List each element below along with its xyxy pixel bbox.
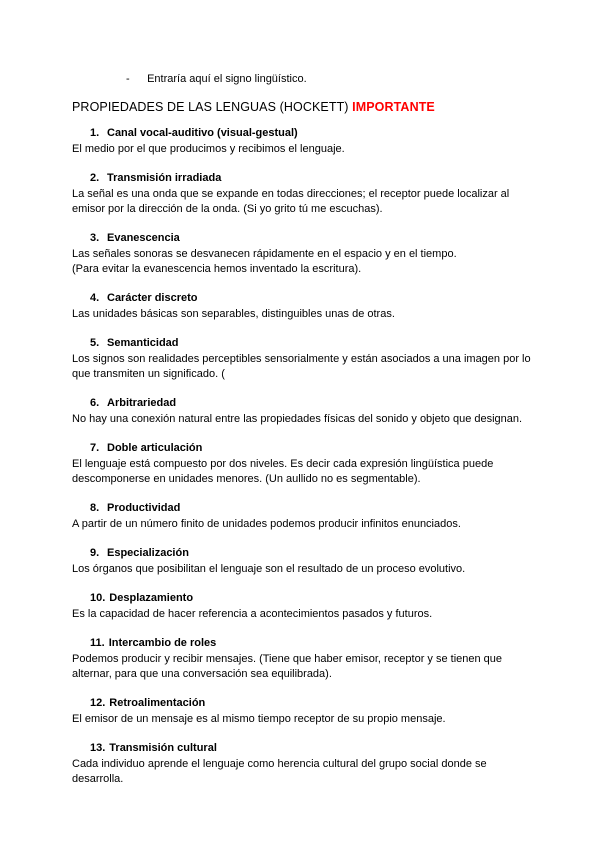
list-item bbox=[72, 291, 532, 322]
property-title bbox=[72, 741, 532, 756]
property-number: 10. bbox=[90, 592, 106, 604]
list-item bbox=[72, 741, 532, 787]
properties-list bbox=[72, 126, 532, 801]
property-title bbox=[72, 441, 532, 456]
property-title-text: Evanescencia bbox=[107, 232, 180, 244]
list-item bbox=[72, 636, 532, 682]
property-number: 2. bbox=[90, 172, 100, 184]
list-item bbox=[72, 231, 532, 277]
property-title bbox=[72, 591, 532, 606]
property-title-text: Especialización bbox=[107, 547, 189, 559]
property-description: Los signos son realidades perceptibles sensorialmente y están asociados a una imagen por lo que transmiten un significado. ( bbox=[72, 353, 531, 380]
property-title-text: Arbitrariedad bbox=[107, 397, 177, 409]
property-number: 11. bbox=[90, 637, 105, 649]
property-title bbox=[72, 696, 532, 711]
list-item bbox=[72, 171, 532, 217]
property-number: 6. bbox=[90, 397, 100, 409]
property-title bbox=[72, 636, 532, 651]
property-title-text: Transmisión cultural bbox=[109, 742, 217, 754]
property-description-extra: (Para evitar la evanescencia hemos inventado la escritura). bbox=[72, 263, 362, 275]
property-description: La señal es una onda que se expande en todas direcciones; el receptor puede localizar al emisor por la dirección de la onda. (Si yo grito tú me escuchas). bbox=[72, 188, 510, 215]
list-item bbox=[72, 696, 532, 727]
list-item bbox=[72, 126, 532, 157]
property-description: El lenguaje está compuesto por dos niveles. Es decir cada expresión lingüística puede descomponerse en unidades menores. (Un aullido no es segmentable). bbox=[72, 458, 494, 485]
property-number: 1. bbox=[90, 127, 100, 139]
property-title-text: Intercambio de roles bbox=[108, 637, 217, 649]
property-description: A partir de un número finito de unidades podemos producir infinitos enunciados. bbox=[72, 518, 461, 530]
property-number: 13. bbox=[90, 742, 106, 754]
property-title-text: Transmisión irradiada bbox=[107, 172, 222, 184]
list-item bbox=[72, 591, 532, 622]
property-title bbox=[72, 501, 532, 516]
list-item bbox=[72, 396, 532, 427]
property-title bbox=[72, 396, 532, 411]
property-description: Podemos producir y recibir mensajes. (Tiene que haber emisor, receptor y se tienen que alternar, para que una conversación sea equilibrada). bbox=[72, 653, 503, 680]
heading-title: PROPIEDADES DE LAS LENGUAS (HOCKETT) bbox=[72, 100, 349, 114]
bullet-line bbox=[126, 72, 307, 87]
property-title bbox=[72, 291, 532, 306]
property-number: 3. bbox=[90, 232, 100, 244]
property-title-text: Carácter discreto bbox=[107, 292, 198, 304]
property-description: Cada individuo aprende el lenguaje como herencia cultural del grupo social donde se desarrolla. bbox=[72, 758, 487, 785]
section-heading bbox=[72, 100, 435, 115]
property-title bbox=[72, 546, 532, 561]
property-number: 8. bbox=[90, 502, 100, 514]
property-number: 12. bbox=[90, 697, 106, 709]
heading-highlight: IMPORTANTE bbox=[352, 100, 435, 114]
property-title-text: Productividad bbox=[107, 502, 181, 514]
property-title-text: Doble articulación bbox=[107, 442, 203, 454]
property-title bbox=[72, 336, 532, 351]
list-item bbox=[72, 441, 532, 487]
property-description: El medio por el que producimos y recibimos el lenguaje. bbox=[72, 143, 345, 155]
property-title bbox=[72, 231, 532, 246]
property-title bbox=[72, 171, 532, 186]
property-title-text: Semanticidad bbox=[107, 337, 179, 349]
property-description: Las unidades básicas son separables, distinguibles unas de otras. bbox=[72, 308, 395, 320]
property-description: El emisor de un mensaje es al mismo tiempo receptor de su propio mensaje. bbox=[72, 713, 446, 725]
property-description: Es la capacidad de hacer referencia a acontecimientos pasados y futuros. bbox=[72, 608, 433, 620]
list-item bbox=[72, 336, 532, 382]
property-description: No hay una conexión natural entre las propiedades físicas del sonido y objeto que designan. bbox=[72, 413, 523, 425]
list-item bbox=[72, 501, 532, 532]
property-number: 4. bbox=[90, 292, 100, 304]
list-item bbox=[72, 546, 532, 577]
property-number: 9. bbox=[90, 547, 100, 559]
property-description: Los órganos que posibilitan el lenguaje son el resultado de un proceso evolutivo. bbox=[72, 563, 466, 575]
bullet-dash: - bbox=[126, 73, 130, 85]
property-number: 5. bbox=[90, 337, 100, 349]
property-number: 7. bbox=[90, 442, 100, 454]
property-description: Las señales sonoras se desvanecen rápidamente en el espacio y en el tiempo. bbox=[72, 248, 457, 260]
property-title bbox=[72, 126, 532, 141]
property-title-text: Desplazamiento bbox=[109, 592, 194, 604]
property-title-text: Canal vocal-auditivo (visual-gestual) bbox=[107, 127, 298, 139]
bullet-text: Entraría aquí el signo lingüístico. bbox=[147, 73, 307, 85]
property-title-text: Retroalimentación bbox=[109, 697, 206, 709]
